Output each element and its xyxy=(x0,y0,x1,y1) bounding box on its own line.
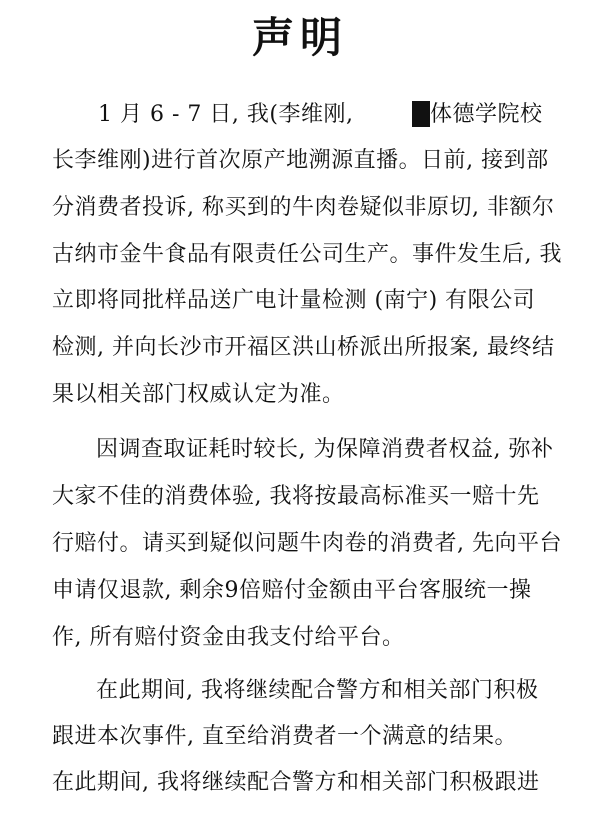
paragraph-2-line-2: 大家不佳的消费体验, 我将按最高标准买一赔十先 xyxy=(52,484,540,509)
paragraph-1-line-1-end: 体德学院校 xyxy=(430,102,543,127)
paragraph-2-line-1: 因调查取证耗时较长, 为保障消费者权益, 弥补 xyxy=(96,437,554,462)
paragraph-1-line-7: 果以相关部门权威认定为准。 xyxy=(52,382,345,407)
paragraph-2-line-3: 行赔付。请买到疑似问题牛肉卷的消费者, 先向平台 xyxy=(52,531,562,556)
paragraph-2-line-4: 申请仅退款, 剩余9倍赔付金额由平台客服统一操 xyxy=(52,578,532,603)
paragraph-2-line-5: 作, 所有赔付资金由我支付给平台。 xyxy=(52,625,405,650)
document-title: 声明 xyxy=(251,13,348,62)
paragraph-3-line-2: 跟进本次事件, 直至给消费者一个满意的结果。 xyxy=(52,724,517,749)
paragraph-1-line-3: 分消费者投诉, 称买到的牛肉卷疑似非原切, 非额尔 xyxy=(52,195,555,220)
paragraph-3-line-1: 在此期间, 我将继续配合警方和相关部门积极 xyxy=(96,678,539,703)
paragraph-1-line-6: 检测, 并向长沙市开福区洪山桥派出所报案, 最终结 xyxy=(52,335,555,360)
paragraph-4-line-1: 在此期间, 我将继续配合警方和相关部门积极跟进 xyxy=(52,770,540,795)
paragraph-1-line-5: 立即将同批样品送广电计量检测 (南宁) 有限公司 xyxy=(52,288,536,313)
paragraph-1-line-1 xyxy=(98,100,353,130)
paragraph-1-line-4: 古纳市金牛食品有限责任公司生产。事件发生后, 我 xyxy=(52,242,562,267)
redaction-mark xyxy=(412,101,430,127)
paragraph-1-line-2: 长李维刚)进行首次原产地溯源直播。日前, 接到部 xyxy=(52,148,549,173)
paragraph-1-line-1-text: 1 月 6 - 7 日, 我(李维刚, xyxy=(98,102,354,127)
